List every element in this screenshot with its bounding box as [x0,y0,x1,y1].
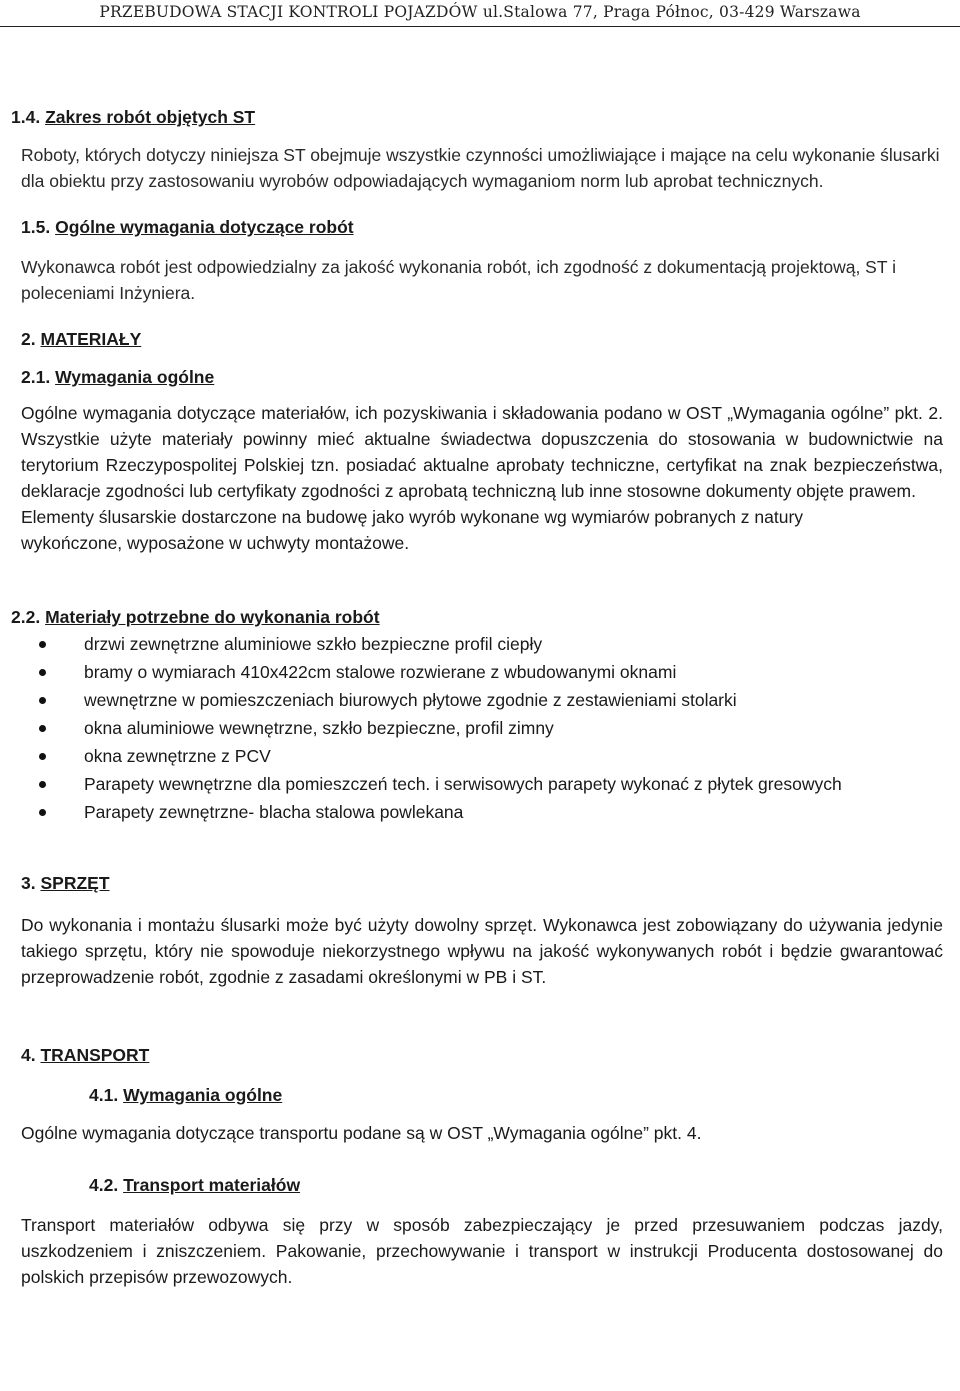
list-item: drzwi zewnętrzne aluminiowe szkło bezpieczne profil ciepły [21,630,943,658]
heading-title: Ogólne wymagania dotyczące robót [55,217,354,237]
heading-title: TRANSPORT [40,1045,150,1065]
heading-title: Wymagania ogólne [55,367,215,387]
bullet-icon [39,781,46,788]
header-title: PRZEBUDOWA STACJI KONTROLI POJAZDÓW ul.Stalowa 77, Praga Północ, 03-429 Warszawa [99,3,861,21]
bullet-icon [39,753,46,760]
paragraph-equipment: Do wykonania i montażu ślusarki może być użyty dowolny sprzęt. Wykonawca jest zobowiązany do używania jedynie takiego sprzętu, który nie spowoduje niekorzystnego wpływu na jakość wykonywanych robót i będzie gwarantować przeprowadzenie robót, zgodnie z zasadami określonymi w PB i ST. [21,915,943,987]
document-body [11,104,943,1290]
paragraph-elements-line2: wykończone, wyposażone w uchwyty montażowe. [21,533,410,553]
heading-2-1 [21,364,943,390]
heading-title: Wymagania ogólne [123,1085,283,1105]
paragraph-elements-line1: Elementy ślusarskie dostarczone na budowę jako wyrób wykonane wg wymiarów pobranych z natury [21,507,804,527]
heading-number: 2.2. [11,607,41,627]
paragraph-requirements: Wykonawca robót jest odpowiedzialny za jakość wykonania robót, ich zgodność z dokumentacją projektową, ST i poleceniami Inżyniera. [21,257,896,303]
bullet-icon [39,697,46,704]
list-item: wewnętrzne w pomieszczeniach biurowych płytowe zgodnie z zestawieniami stolarki [21,686,943,714]
materials-list [21,630,943,826]
paragraph-scope: Roboty, których dotyczy niniejsza ST obejmuje wszystkie czynności umożliwiające i mające na celu wykonanie ślusarki dla obiektu przy zastosowaniu wyrobów odpowiadających wymaganiom norm lub aprobat technicznych. [21,145,940,191]
heading-number: 1.5. [21,217,51,237]
heading-number: 3. [21,873,36,893]
heading-4-2 [21,1172,943,1198]
header-rule [0,26,960,27]
heading-number: 1.4. [11,107,41,127]
paragraph-transport-materials: Transport materiałów odbywa się przy w sposób zabezpieczający je przed przesuwaniem podczas jazdy, uszkodzeniem i zniszczeniem. Pakowanie, przechowywanie i transport w instrukcji Producenta dostosowanej do polskich przepisów przewozowych. [21,1215,943,1287]
heading-number: 2. [21,329,36,349]
heading-number: 2.1. [21,367,51,387]
heading-title: Transport materiałów [123,1175,301,1195]
heading-1-4 [11,104,943,130]
heading-4 [21,1042,943,1068]
heading-title: MATERIAŁY [40,329,142,349]
heading-1-5 [21,214,943,240]
paragraph-transport-general: Ogólne wymagania dotyczące transportu podane są w OST „Wymagania ogólne” pkt. 4. [21,1123,702,1143]
bullet-icon [39,725,46,732]
heading-title: SPRZĘT [40,873,110,893]
list-item: bramy o wymiarach 410x422cm stalowe rozwierane z wbudowanymi oknami [21,658,943,686]
heading-2-2 [11,604,943,630]
bullet-icon [39,669,46,676]
paragraph-materials-general: Ogólne wymagania dotyczące materiałów, ich pozyskiwania i składowania podano w OST „Wymagania ogólne” pkt. 2. Wszystkie użyte materiały powinny mieć aktualne świadectwa dopuszczenia do stosowania w budownictwie na terytorium Rzeczypospolitej Polskiej tzn. posiadać aktualne aprobaty techniczne, certyfikat na znak bezpieczeństwa, deklaracje zgodności lub certyfikaty zgodności z aprobatą techniczną lub inne stosowne dokumenty objęte prawem. [21,403,943,501]
list-item: okna aluminiowe wewnętrzne, szkło bezpieczne, profil zimny [21,714,943,742]
bullet-icon [39,641,46,648]
heading-title: Materiały potrzebne do wykonania robót [45,607,380,627]
heading-title: Zakres robót objętych ST [45,107,256,127]
heading-3 [21,870,943,896]
heading-number: 4.2. [89,1175,119,1195]
list-item: Parapety wewnętrzne dla pomieszczeń tech. i serwisowych parapety wykonać z płytek gresowych [21,770,943,798]
heading-number: 4.1. [89,1085,119,1105]
list-item: Parapety zewnętrzne- blacha stalowa powlekana [21,798,943,826]
heading-2 [21,326,943,352]
page-header [0,0,960,34]
heading-number: 4. [21,1045,36,1065]
list-item: okna zewnętrzne z PCV [21,742,943,770]
bullet-icon [39,809,46,816]
heading-4-1 [21,1082,943,1108]
